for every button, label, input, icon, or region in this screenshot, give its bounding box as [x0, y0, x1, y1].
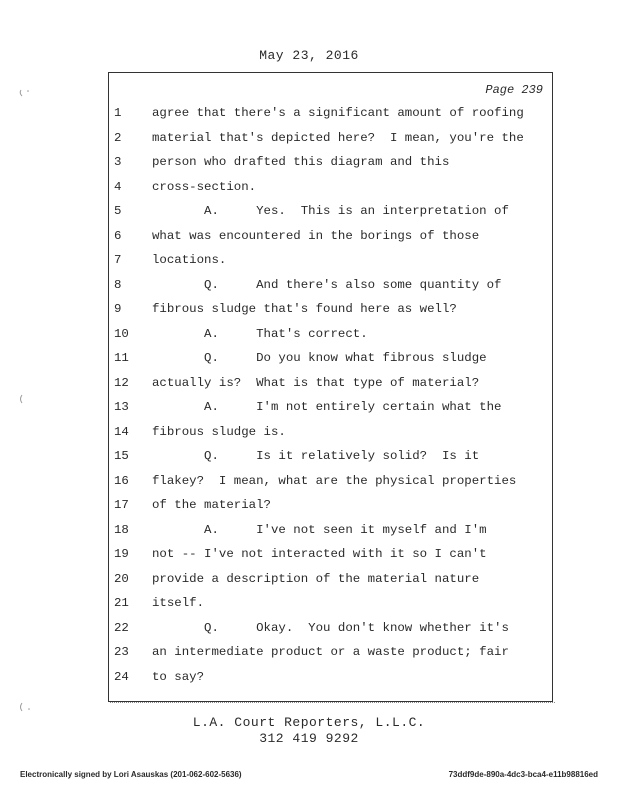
line-number: 13	[114, 400, 129, 414]
line-text: itself.	[152, 596, 205, 610]
line-number: 15	[114, 449, 129, 463]
transcript-line	[108, 665, 553, 690]
transcript-line	[108, 469, 553, 494]
line-text: agree that there's a significant amount of roofing	[152, 106, 524, 120]
page-number: Page 239	[485, 83, 543, 97]
line-number: 23	[114, 645, 129, 659]
line-number: 3	[114, 155, 122, 169]
line-text: not -- I've not interacted with it so I can't	[152, 547, 487, 561]
line-number: 6	[114, 228, 122, 243]
line-number: 18	[114, 522, 129, 537]
transcript-line	[108, 297, 553, 322]
transcript-line	[108, 346, 553, 371]
punch-hole-icon	[18, 392, 32, 406]
transcript-line	[108, 616, 553, 641]
line-text: Q. Okay. You don't know whether it's	[152, 620, 509, 635]
document-hash: 73ddf9de-890a-4dc3-bca4-e11b98816ed	[448, 770, 598, 779]
frame-bottom-rule	[110, 702, 555, 706]
line-number: 20	[114, 571, 129, 586]
transcript-line	[108, 199, 553, 224]
transcript-line	[108, 175, 553, 200]
line-number: 10	[114, 326, 129, 341]
court-reporter-phone: 312 419 9292	[259, 731, 359, 746]
line-text: flakey? I mean, what are the physical properties	[152, 473, 517, 488]
transcript-line	[108, 273, 553, 298]
line-text: actually is? What is that type of material?	[152, 375, 480, 390]
transcript-line	[108, 371, 553, 396]
header-date: May 23, 2016	[259, 48, 359, 63]
signature-line: Electronically signed by Lori Asauskas (201-062-602-5636)	[20, 770, 242, 779]
line-number: 24	[114, 669, 129, 684]
line-text: locations.	[152, 253, 227, 267]
court-reporter-name: L.A. Court Reporters, L.L.C.	[192, 715, 426, 730]
punch-hole-icon	[18, 86, 32, 100]
line-number: 7	[114, 253, 122, 267]
transcript-line	[108, 126, 553, 151]
line-text: an intermediate product or a waste product; fair	[152, 645, 509, 659]
transcript-line	[108, 518, 553, 543]
line-text: Q. And there's also some quantity of	[152, 277, 502, 292]
transcript-line	[108, 322, 553, 347]
line-text: material that's depicted here? I mean, you're the	[152, 130, 524, 145]
line-text: fibrous sludge is.	[152, 424, 286, 439]
line-number: 11	[114, 351, 129, 365]
line-number: 16	[114, 473, 129, 488]
line-number: 21	[114, 596, 129, 610]
line-number: 8	[114, 277, 122, 292]
line-number: 9	[114, 302, 122, 316]
transcript-line	[108, 224, 553, 249]
line-number: 4	[114, 179, 122, 194]
line-text: of the material?	[152, 498, 271, 512]
line-text: A. That's correct.	[152, 326, 368, 341]
transcript-lines	[108, 101, 553, 689]
line-number: 17	[114, 498, 129, 512]
line-number: 2	[114, 130, 122, 145]
line-number: 14	[114, 424, 129, 439]
transcript-line	[108, 591, 553, 616]
transcript-line	[108, 542, 553, 567]
line-text: to say?	[152, 669, 205, 684]
footer	[0, 715, 618, 747]
transcript-line	[108, 101, 553, 126]
transcript-line	[108, 395, 553, 420]
line-text: A. I've not seen it myself and I'm	[152, 522, 487, 537]
transcript-line	[108, 493, 553, 518]
line-text: cross-section.	[152, 179, 257, 194]
line-text: A. Yes. This is an interpretation of	[152, 204, 509, 218]
transcript-line	[108, 640, 553, 665]
line-text: Q. Is it relatively solid? Is it	[152, 449, 480, 463]
line-text: Q. Do you know what fibrous sludge	[152, 351, 487, 365]
line-number: 22	[114, 620, 129, 635]
punch-hole-icon	[18, 700, 32, 714]
line-text: provide a description of the material nature	[152, 571, 480, 586]
transcript-line	[108, 444, 553, 469]
transcript-line	[108, 420, 553, 445]
line-text: fibrous sludge that's found here as well?	[152, 302, 457, 316]
line-number: 19	[114, 547, 129, 561]
line-text: what was encountered in the borings of those	[152, 228, 480, 243]
transcript-line	[108, 248, 553, 273]
line-text: A. I'm not entirely certain what the	[152, 400, 502, 414]
line-text: person who drafted this diagram and this	[152, 155, 450, 169]
transcript-line	[108, 567, 553, 592]
line-number: 5	[114, 204, 122, 218]
line-number: 12	[114, 375, 129, 390]
line-number: 1	[114, 106, 122, 120]
transcript-line	[108, 150, 553, 175]
